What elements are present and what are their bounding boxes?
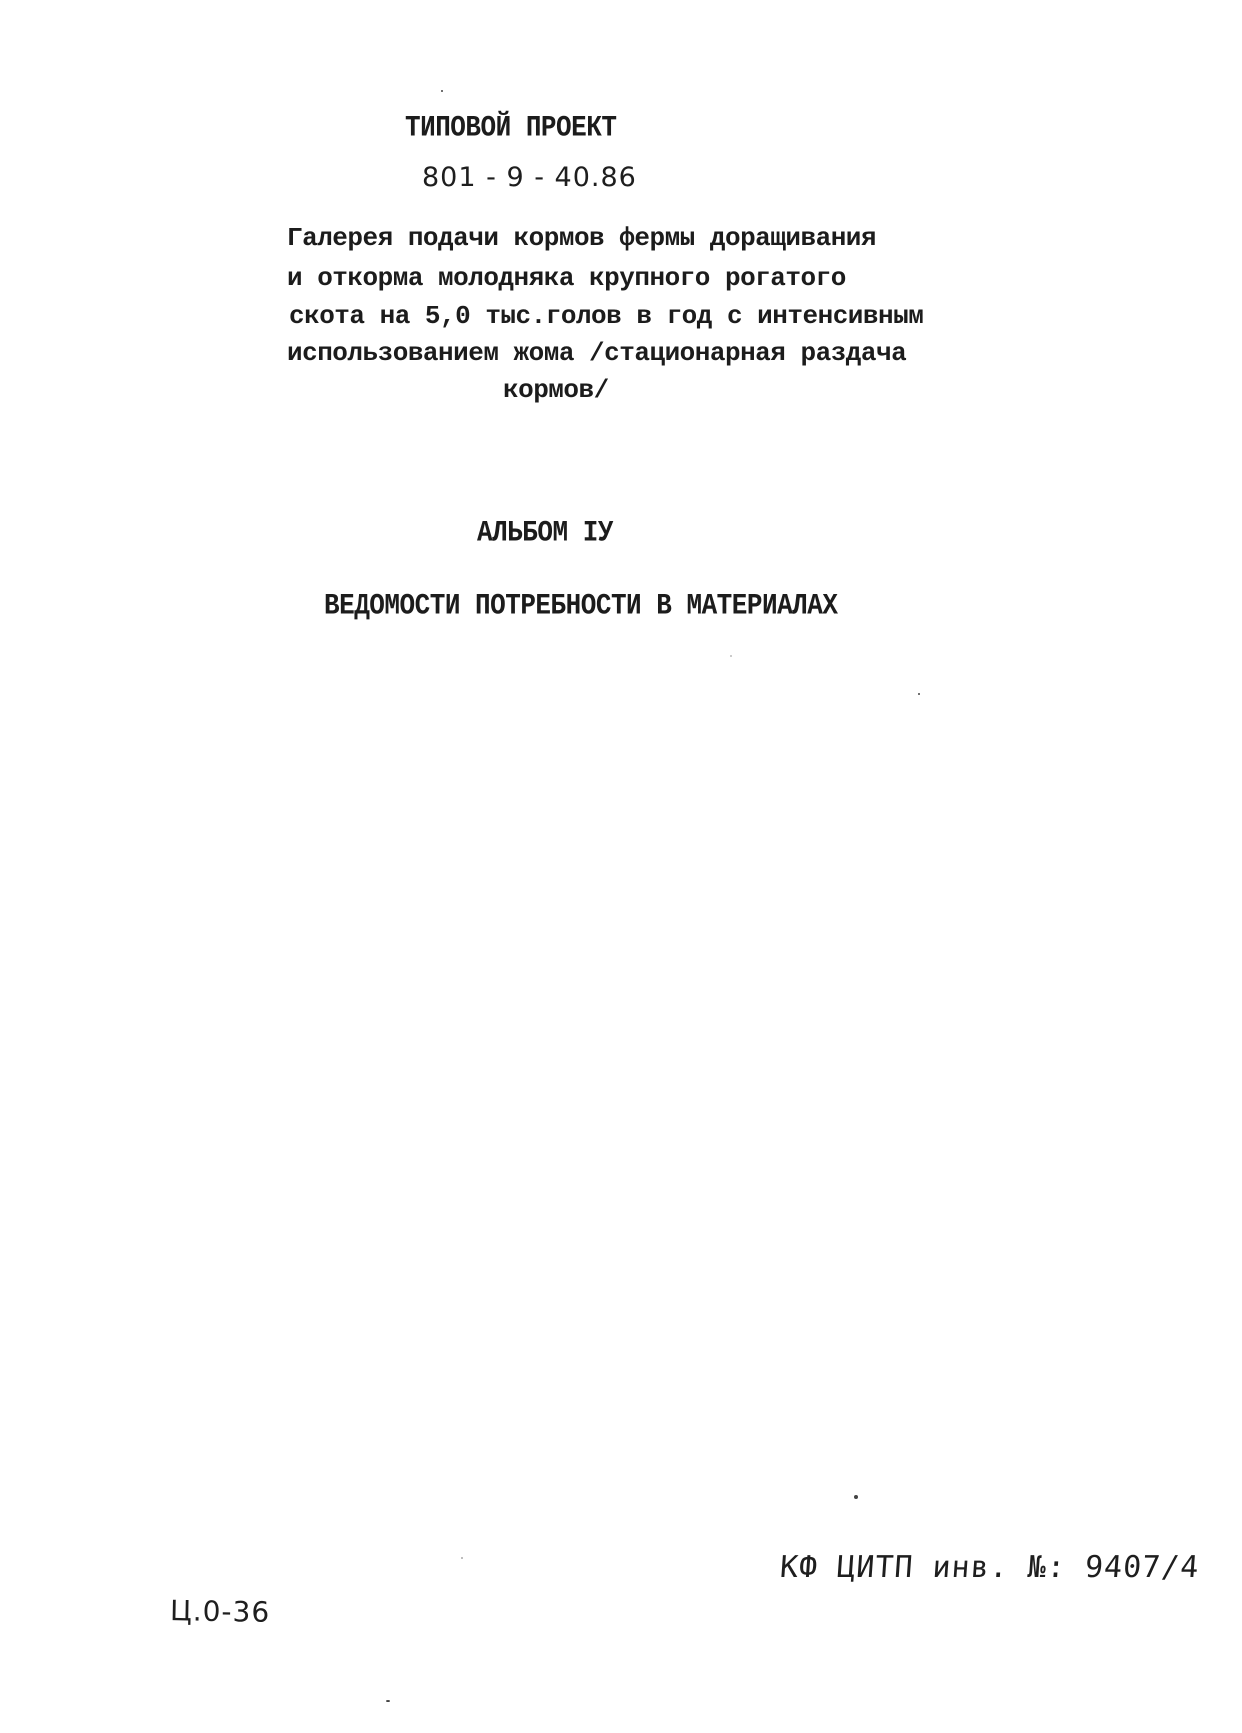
- scan-speck: [730, 655, 732, 657]
- project-title-line-3: скота на 5,0 тыс.голов в год с интенсивным: [289, 301, 924, 331]
- project-title-line-1: Галерея подачи кормов фермы доращивания: [287, 223, 876, 253]
- project-title-line-5: кормов/: [503, 375, 609, 405]
- album-number: АЛЬБОМ IУ: [477, 515, 613, 550]
- scan-speck: [854, 1495, 858, 1499]
- project-number: 801 - 9 - 40.86: [422, 162, 637, 193]
- project-title-line-4: использованием жома /стационарная раздача: [287, 338, 907, 368]
- project-title-line-2: и откорма молодняка крупного рогатого: [287, 263, 846, 293]
- project-type-heading: ТИПОВОЙ ПРОЕКТ: [405, 110, 617, 145]
- scan-speck: [441, 90, 443, 92]
- scan-speck: [386, 1700, 390, 1702]
- inventory-stamp: КФ ЦИТП инв. №: 9407/4: [778, 1550, 1201, 1585]
- album-title: ВЕДОМОСТИ ПОТРЕБНОСТИ В МАТЕРИАЛАХ: [324, 588, 838, 623]
- scan-speck: [461, 1557, 463, 1559]
- scan-speck: [918, 693, 920, 695]
- price-note: Ц.0-36: [169, 1594, 271, 1629]
